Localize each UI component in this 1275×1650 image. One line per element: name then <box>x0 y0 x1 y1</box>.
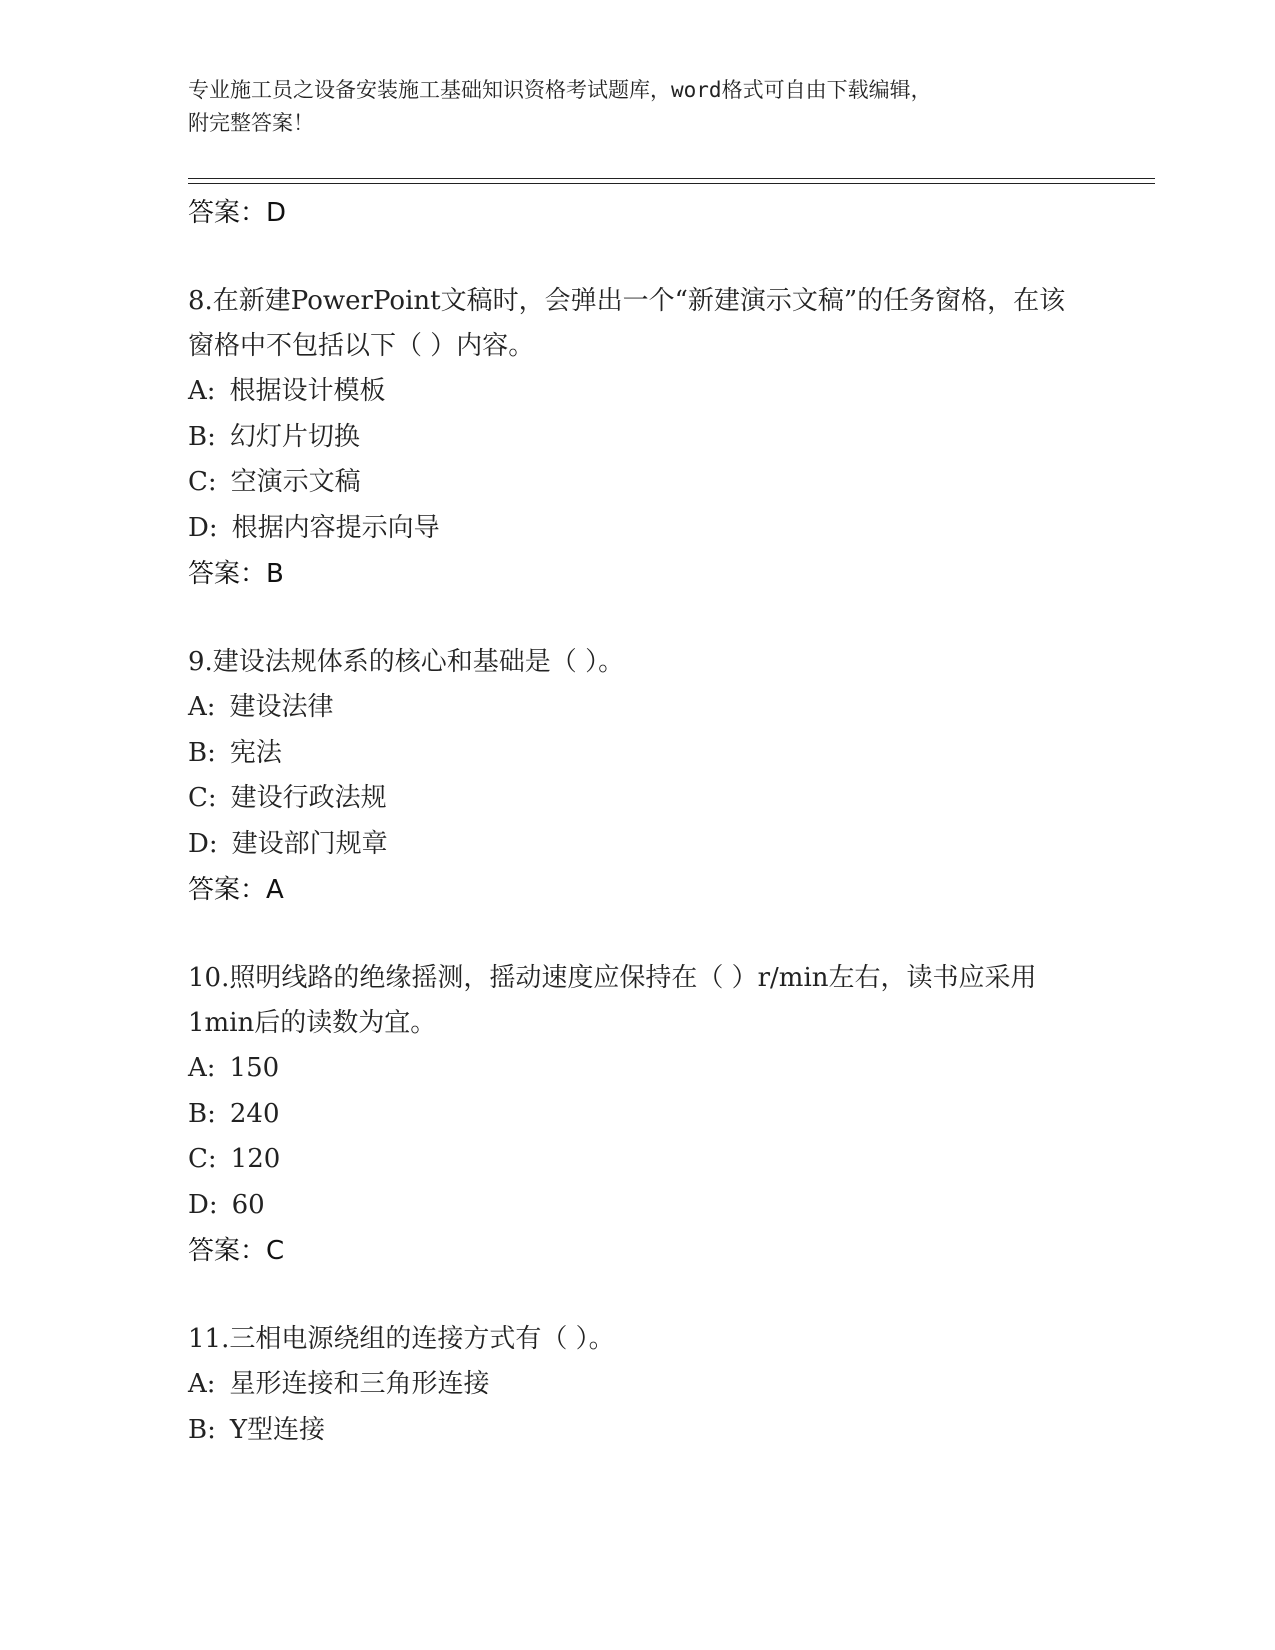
option-key: B: <box>188 1414 216 1445</box>
option-text: 幻灯片切换 <box>229 421 360 452</box>
option-key: A: <box>188 1369 216 1399</box>
option-a <box>188 685 1088 731</box>
answer-label: 答案：B <box>188 559 284 589</box>
question-text: 8.在新建PowerPoint文稿时，会弹出一个“新建演示文稿”的任务窗格，在该窗格中不包括以下（ ）内容。 <box>188 286 1066 361</box>
question-list <box>188 190 1088 1453</box>
option-b <box>188 415 1088 461</box>
option-key: C: <box>188 1144 217 1174</box>
option-key: B: <box>188 1098 216 1129</box>
option-text: 150 <box>229 1053 280 1083</box>
option-text: 根据设计模板 <box>229 376 386 406</box>
option-key: A: <box>188 376 216 406</box>
header-divider-secondary <box>188 183 1155 184</box>
document-header <box>188 74 1088 140</box>
option-c <box>188 1137 1088 1183</box>
option-key: D: <box>188 1189 218 1220</box>
option-text: 空演示文稿 <box>230 467 361 497</box>
option-key: B: <box>188 737 216 768</box>
option-d <box>188 1183 1088 1229</box>
option-text: 宪法 <box>229 737 282 768</box>
option-text: 120 <box>230 1144 281 1174</box>
answer-label: 答案：D <box>188 198 287 228</box>
option-key: B: <box>188 421 216 452</box>
option-a <box>188 369 1088 415</box>
option-text: 星形连接和三角形连接 <box>229 1369 490 1399</box>
option-text: 60 <box>231 1189 265 1220</box>
option-d <box>188 506 1088 552</box>
option-key: A: <box>188 1053 216 1083</box>
option-key: A: <box>188 692 216 722</box>
question-block <box>188 956 1088 1274</box>
option-c <box>188 776 1088 822</box>
header-line-2: 附完整答案！ <box>188 111 314 135</box>
option-text: 建设法律 <box>229 692 334 722</box>
header-line-1: 专业施工员之设备安装施工基础知识资格考试题库，word格式可自由下载编辑， <box>188 78 932 102</box>
question-text: 11.三相电源绕组的连接方式有（ ）。 <box>188 1324 615 1354</box>
question-block <box>188 640 1088 913</box>
question-block <box>188 279 1088 597</box>
option-b <box>188 1408 1088 1454</box>
question-text: 10.照明线路的绝缘摇测，摇动速度应保持在（ ）r/min左右，读书应采用1min后的读数为宜。 <box>188 963 1037 1038</box>
option-key: C: <box>188 783 217 813</box>
option-text: 根据内容提示向导 <box>231 512 440 543</box>
option-text: 建设部门规章 <box>231 828 388 859</box>
option-b <box>188 1092 1088 1138</box>
option-key: D: <box>188 828 218 859</box>
question-text: 9.建设法规体系的核心和基础是（ ）。 <box>188 647 625 677</box>
answer-label: 答案：C <box>188 1236 285 1266</box>
option-text: 240 <box>229 1098 280 1129</box>
option-c <box>188 460 1088 506</box>
option-text: Y型连接 <box>229 1414 326 1445</box>
option-key: D: <box>188 512 218 543</box>
option-text: 建设行政法规 <box>230 783 387 813</box>
option-key: C: <box>188 467 217 497</box>
header-divider <box>188 178 1155 179</box>
option-d <box>188 822 1088 868</box>
option-b <box>188 731 1088 777</box>
option-a <box>188 1362 1088 1408</box>
answer-label: 答案：A <box>188 875 284 905</box>
option-a <box>188 1046 1088 1092</box>
question-block <box>188 1317 1088 1453</box>
